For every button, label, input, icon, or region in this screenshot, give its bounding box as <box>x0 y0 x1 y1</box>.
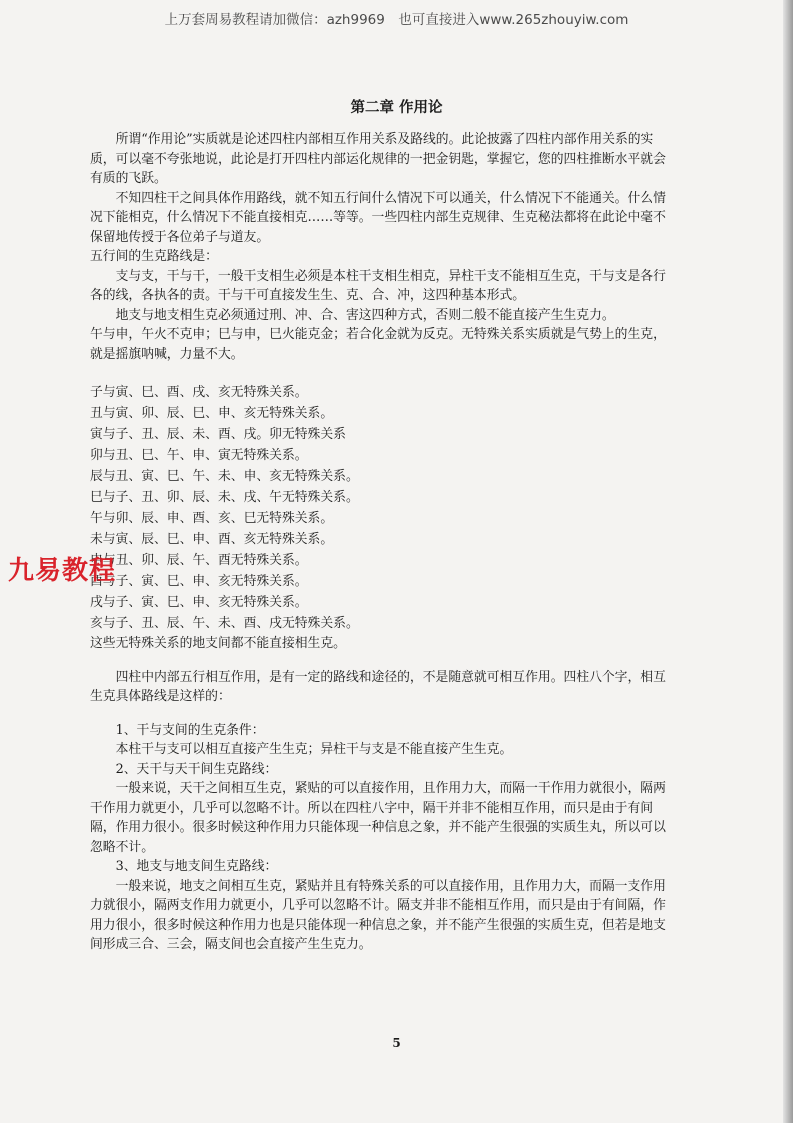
section-heading-1: 1、干与支间的生克条件： <box>115 722 265 738</box>
chapter-title: 第二章 作用论 <box>350 100 443 116</box>
section-body-1: 本柱干与支可以相互直接产生生克；异柱干与支是不能直接产生生克。 <box>115 742 513 757</box>
list-item: 辰与丑、寅、巳、午、未、申、亥无特殊关系。 <box>90 469 359 484</box>
list-item: 巳与子、丑、卯、辰、未、戌、午无特殊关系。 <box>90 490 359 505</box>
page-number: 5 <box>392 1036 401 1050</box>
section-body-2: 一般来说，天干之间相互生克，紧贴的可以直接作用，且作用力大，而隔一干作用力就很小，隔两干作用力就更小，几乎可以忽略不计。所以在四柱八字中，隔干并非不能相互作用，而只是由于有间隔，作用力很小。很多时候这种作用力只能体现一种信息之象，并不能产生很强的实质生丸，所以可以忽略不计。 <box>90 781 666 855</box>
list-item: 子与寅、巳、酉、戌、亥无特殊关系。 <box>90 385 308 400</box>
special-note: 午与申，午火不克申；巳与申，巳火能克金；若合化金就为反克。无特殊关系实质就是气势上的生克，就是摇旗呐喊，力量不大。 <box>90 327 666 362</box>
spacer <box>90 364 668 382</box>
list-item: 申与丑、卯、辰、午、酉无特殊关系。 <box>90 553 308 568</box>
section-heading-3: 3、地支与地支间生克路线： <box>115 859 278 874</box>
section-body-3: 一般来说，地支之间相互生克，紧贴并且有特殊关系的可以直接作用，且作用力大，而隔一支作用力就很小，隔两支作用力就更小，几乎可以忽略不计。隔支并非不能相互作用，而只是由于有间隔，作用力很小，很多时候这种作用力也是只能体现一种信息之象，并不能产生很强的实质生克，但若是地支间形成三合、三会，隔支间也会直接产生生克力。 <box>90 878 666 952</box>
list-item: 卯与丑、巳、午、申、寅无特殊关系。 <box>90 448 308 463</box>
route-paragraph-2: 地支与地支相生克必须通过刑、冲、合、害这四种方式，否则二般不能直接产生生克力。 <box>115 307 615 323</box>
intro-paragraph-1: 所谓“作用论”实质就是论述四柱内部相互作用关系及路线的。此论披露了四柱内部作用关系的实质，可以毫不夸张地说，此论是打开四柱内部运化规律的一把金钥匙，掌握它，您的四柱推断水平就会有质的飞跃。 <box>90 132 666 186</box>
header-banner: 上万套周易教程请加微信：azh9969 也可直接进入www.265zhouyiw.com <box>164 12 629 28</box>
list-item: 酉与子、寅、巳、申、亥无特殊关系。 <box>90 574 308 589</box>
list-item: 丑与寅、卯、辰、巳、申、亥无特殊关系。 <box>90 406 334 421</box>
list-conclusion: 这些无特殊关系的地支间都不能直接相生克。 <box>90 636 346 651</box>
no-relation-list <box>90 382 668 634</box>
list-item: 亥与子、丑、辰、午、未、酉、戌无特殊关系。 <box>90 616 359 631</box>
page-edge-shadow <box>783 0 793 1123</box>
list-item: 戌与子、寅、巳、申、亥无特殊关系。 <box>90 595 308 610</box>
list-item: 寅与子、丑、辰、未、酉、戌。卯无特殊关系 <box>90 427 346 442</box>
body-text <box>90 130 668 955</box>
path-intro: 四柱中内部五行相互作用，是有一定的路线和途径的，不是随意就可相互作用。四柱八个字，相互生克具体路线是这样的： <box>90 669 666 704</box>
list-item: 午与卯、辰、申、酉、亥、巳无特殊关系。 <box>90 511 334 526</box>
spacer <box>90 654 668 668</box>
spacer <box>90 707 668 721</box>
route-paragraph-1: 支与支，干与干，一般干支相生必须是本柱干支相生相克，异柱干支不能相互生克，干与支是各行各的线，各执各的责。干与干可直接发生生、克、合、冲，这四种基本形式。 <box>90 268 666 303</box>
section-heading-2: 2、天干与天干间生克路线： <box>115 761 278 777</box>
list-item: 未与寅、辰、巳、申、酉、亥无特殊关系。 <box>90 532 334 547</box>
watermark-logo: 九易教程 <box>8 556 117 586</box>
route-heading: 五行间的生克路线是： <box>90 249 218 264</box>
intro-paragraph-2: 不知四柱干之间具体作用路线，就不知五行间什么情况下可以通关，什么情况下不能通关。什么情况下能相克，什么情况下不能直接相克……等等。一些四柱内部生克规律、生克秘法都将在此论中毫不保留地传授于各位弟子与道友。 <box>90 190 666 245</box>
